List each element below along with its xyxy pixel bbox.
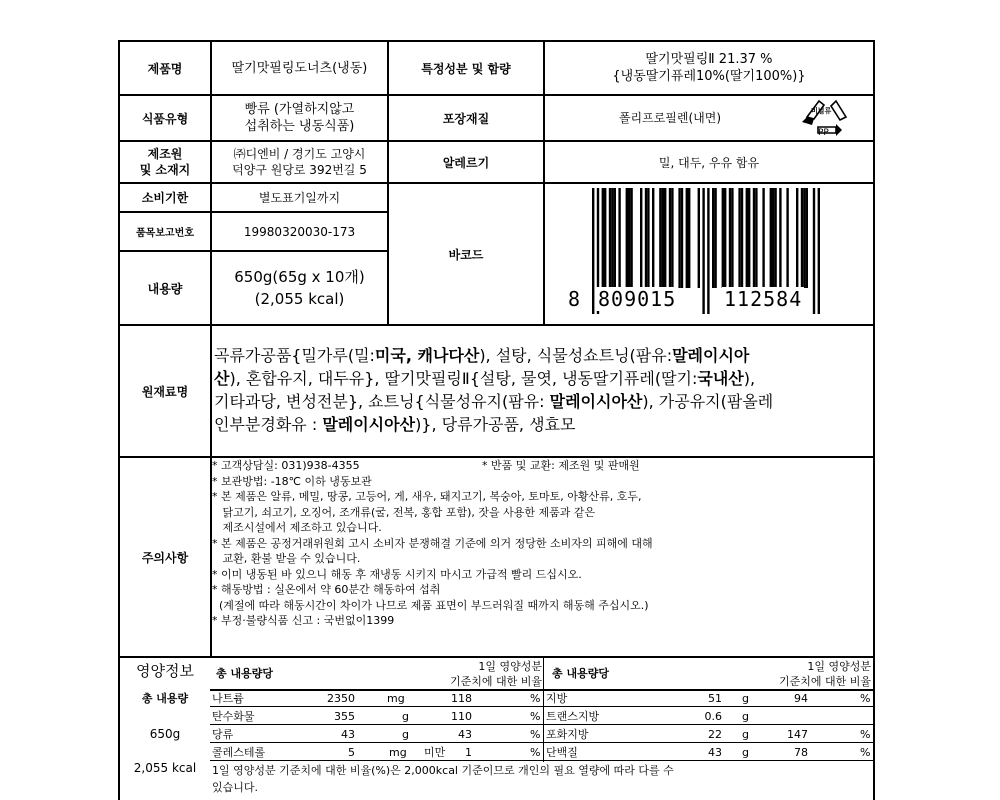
ing-origin: 말레이시아산 xyxy=(322,415,416,434)
table-border-right xyxy=(873,40,875,800)
manufacturer-value xyxy=(212,142,387,182)
ing-text: ), xyxy=(743,369,756,388)
barcode-bar xyxy=(671,188,673,288)
note-line: 닭고기, 쇠고기, 오징어, 조개류(굴, 전복, 홍합 포함), 잣을 사용한 제품과 같은 xyxy=(212,505,596,519)
barcode-bar xyxy=(630,188,632,288)
ing-origin: 말레이시아산 xyxy=(549,392,643,411)
nutrient-pct: % xyxy=(530,710,541,723)
note-line: (계절에 따라 해동시간이 차이가 나므로 제품 표면이 부드러워질 때까지 해동해 주십시오.) xyxy=(212,598,649,612)
barcode-bar xyxy=(714,188,716,288)
barcode-bar xyxy=(803,188,805,288)
barcode-bar xyxy=(652,188,654,288)
ingredients-line-1 xyxy=(214,344,872,367)
barcode-bar xyxy=(609,188,611,288)
note-line: * 보관방법: -18℃ 이하 냉동보관 xyxy=(212,474,372,488)
nutrition-total-label: 총 내용량 xyxy=(141,692,189,705)
expiry-label: 소비기한 xyxy=(141,191,189,205)
ing-text: 인부분경화유 : xyxy=(214,415,323,434)
nutrient-name: 단백질 xyxy=(546,746,578,759)
barcode-bar xyxy=(753,188,755,288)
barcode-bar xyxy=(762,188,764,288)
barcode-bar xyxy=(618,188,620,288)
manufacturer-line2: 덕양구 원당로 392번길 5 xyxy=(232,163,367,177)
barcode-digit-first: 8 xyxy=(568,287,581,311)
ing-text: 곡류가공품{밀가루(밀: xyxy=(214,346,375,365)
nutrient-dv: 78 xyxy=(794,746,808,759)
nutrient-unit: g xyxy=(742,710,749,723)
nutrition-footnote-1: 1일 영양성분 기준치에 대한 비율(%)은 2,000kcal 기준이므로 개인의 필요 열량에 따라 다를 수 xyxy=(212,764,674,777)
manufacturer-line1: ㈜디엔비 / 경기도 고양시 xyxy=(233,147,366,161)
barcode-bar xyxy=(724,188,726,288)
barcode-bar xyxy=(741,188,743,288)
ing-origin: 산 xyxy=(214,369,230,388)
nutrient-unit: g xyxy=(742,746,749,759)
nutrition-row-line xyxy=(210,706,875,707)
barcode-bar xyxy=(628,188,630,288)
barcode-digits-left: 809015 xyxy=(598,287,677,311)
note-line: * 본 제품은 공정거래위원회 고시 소비자 분쟁해결 기준에 의거 정당한 소비자의 피해에 대해 xyxy=(212,536,653,550)
nutrition-total-weight: 650g xyxy=(149,727,181,741)
nutrition-col-header-left: 총 내용량당 xyxy=(216,667,273,680)
nutrient-dv: 43 xyxy=(458,728,472,741)
nutrient-unit: g xyxy=(742,728,749,741)
ingredients-line-4 xyxy=(214,413,872,436)
nutrition-center-divider xyxy=(543,656,544,762)
nutrient-amount: 43 xyxy=(708,746,722,759)
nutrient-name: 콜레스테롤 xyxy=(212,746,266,759)
net-content-value xyxy=(212,252,387,324)
ing-origin: 말레이시아 xyxy=(672,346,750,365)
nutrient-name: 포화지방 xyxy=(546,728,589,741)
notes-text xyxy=(212,458,872,629)
manufacturer-label-1: 제조원 xyxy=(147,147,183,161)
nutrient-dv: 1 xyxy=(465,746,472,759)
manufacturer-label-2: 및 소재지 xyxy=(139,163,191,177)
allergy-value: 밀, 대두, 우유 함유 xyxy=(658,155,760,170)
note-line: * 해동방법 : 실온에서 약 60분간 해동하여 섭취 xyxy=(212,583,441,596)
nutrient-pct: % xyxy=(860,728,871,741)
barcode-bar xyxy=(796,188,798,288)
nutrient-amount: 51 xyxy=(708,692,722,705)
packaging-value: 폴리프로필렌(내면) xyxy=(618,110,722,125)
ingredient-content-line1: 딸기맛필링Ⅱ 21.37 % xyxy=(645,52,773,67)
ing-text: 기타과당, 변성전분}, 쇼트닝{식물성유지(팜유: xyxy=(214,392,550,411)
nutrient-name: 탄수화물 xyxy=(212,710,255,723)
barcode-bar xyxy=(669,188,671,288)
barcode-bar xyxy=(645,188,647,288)
nutrient-amount: 355 xyxy=(334,710,355,723)
barcode-bar xyxy=(731,188,733,288)
barcode-bar xyxy=(755,188,757,288)
nutrition-header-divider xyxy=(210,689,875,691)
nutrient-pct: % xyxy=(530,728,541,741)
packaging-label: 포장재질 xyxy=(442,111,490,126)
allergy-label: 알레르기 xyxy=(442,155,490,170)
nutrient-name: 당류 xyxy=(212,728,234,741)
nutrient-prefix: 미만 xyxy=(424,746,446,759)
ing-text: ), 설탕, 식물성쇼트닝(팜유: xyxy=(479,346,673,365)
barcode-bar xyxy=(664,188,666,288)
nutrition-dv-header-left-1: 1일 영양성분 xyxy=(478,660,542,673)
nutrition-dv-header-right-2: 기준치에 대한 비율 xyxy=(778,675,871,688)
nutrient-unit: g xyxy=(742,692,749,705)
barcode-bar xyxy=(611,188,613,288)
row-divider-8 xyxy=(118,656,875,658)
nutrient-name: 지방 xyxy=(546,692,568,705)
barcode-bar xyxy=(640,188,642,288)
ingredient-content-value xyxy=(545,42,873,94)
barcode-bar xyxy=(662,188,664,288)
ing-origin: 미국, 캐나다산 xyxy=(374,346,480,365)
barcode-bar xyxy=(818,188,820,314)
nutrient-dv: 94 xyxy=(794,692,808,705)
recycle-icon-bottom-label: PP xyxy=(818,128,829,138)
recycle-icon xyxy=(800,97,858,139)
food-type-label: 식품유형 xyxy=(141,111,189,126)
barcode-bar xyxy=(702,188,704,314)
notes-label: 주의사항 xyxy=(141,550,189,565)
barcode-bar xyxy=(681,188,683,288)
nutrition-dv-header-right-1: 1일 영양성분 xyxy=(807,660,871,673)
nutrient-pct: % xyxy=(530,746,541,759)
nutrient-dv: 110 xyxy=(451,710,472,723)
ingredients-label: 원재료명 xyxy=(141,384,189,399)
nutrition-row-line xyxy=(210,760,875,761)
note-line: 제조시설에서 제조하고 있습니다. xyxy=(212,521,382,534)
note-line: * 본 제품은 알류, 메밀, 땅콩, 고등어, 게, 새우, 돼지고기, 복숭아, 토마토, 아황산류, 호두, xyxy=(212,490,642,503)
barcode-label: 바코드 xyxy=(448,247,484,262)
food-type-line1: 빵류 (가열하지않고 xyxy=(244,102,355,117)
note-exchange: * 반품 및 교환: 제조원 및 판매원 xyxy=(482,459,640,472)
barcode-bar xyxy=(748,188,750,288)
barcode-bar xyxy=(770,188,772,288)
nutrient-dv: 147 xyxy=(787,728,808,741)
barcode-bar xyxy=(698,188,700,288)
barcode-bar xyxy=(678,188,680,288)
barcode-bar xyxy=(738,188,740,288)
barcode-bar xyxy=(774,188,776,288)
note-line: 교환, 환불 받을 수 있습니다. xyxy=(212,552,361,565)
note-line: * 고객상담실: 031)938-4355 xyxy=(212,459,360,472)
barcode-bar xyxy=(626,188,628,288)
ingredient-content-line2: {냉동딸기퓨레10%(딸기100%)} xyxy=(612,69,806,84)
ingredients-line-2 xyxy=(214,367,872,390)
nutrient-pct: % xyxy=(860,746,871,759)
net-content-line2: (2,055 kcal) xyxy=(254,290,345,308)
barcode-bar xyxy=(659,188,661,288)
barcode-bar xyxy=(729,188,731,288)
barcode-bar xyxy=(604,188,606,288)
barcode-bar xyxy=(686,188,688,288)
nutrient-unit: g xyxy=(402,710,409,723)
ing-text: ), 혼합유지, 대두유}, 딸기맛필링Ⅱ{설탕, 물엿, 냉동딸기퓨레(딸기: xyxy=(229,369,698,388)
nutrient-amount: 0.6 xyxy=(704,710,722,723)
note-line: * 이미 냉동된 바 있으니 해동 후 재냉동 시키지 마시고 가급적 빨리 드십시오. xyxy=(212,567,582,581)
nutrient-amount: 22 xyxy=(708,728,722,741)
nutrient-name: 트랜스지방 xyxy=(546,710,600,723)
nutrient-unit: mg xyxy=(387,692,405,705)
report-no-label: 품목보고번호 xyxy=(136,228,194,239)
ingredients-text xyxy=(214,344,872,436)
nutrient-unit: g xyxy=(402,728,409,741)
barcode-bar xyxy=(801,188,803,288)
ing-text: ), 가공유지(팜올레 xyxy=(642,392,774,411)
ing-origin: 국내산 xyxy=(697,369,744,388)
nutrition-col-header-right: 총 내용량당 xyxy=(552,667,609,680)
barcode-digits-right: 112584 xyxy=(724,287,803,311)
barcode-bar xyxy=(707,188,709,314)
nutrition-dv-header-left-2: 기준치에 대한 비율 xyxy=(449,675,542,688)
net-content-line1: 650g(65g x 10개) xyxy=(234,268,365,286)
barcode-bar xyxy=(806,188,808,288)
nutrient-name: 나트륨 xyxy=(212,692,244,705)
product-name-value: 딸기맛필링도너츠(냉동) xyxy=(231,60,368,76)
ing-text: )}, 당류가공품, 생효모 xyxy=(415,415,576,434)
barcode-bar xyxy=(602,188,604,288)
ingredients-line-3 xyxy=(214,390,872,413)
barcode-bar xyxy=(712,188,714,288)
nutrient-pct: % xyxy=(530,692,541,705)
nutrient-amount: 2350 xyxy=(327,692,355,705)
nutrient-dv: 118 xyxy=(451,692,472,705)
net-content-label: 내용량 xyxy=(147,281,183,296)
barcode-bar xyxy=(746,188,748,288)
manufacturer-label xyxy=(120,142,210,182)
nutrient-unit: mg xyxy=(389,746,407,759)
recycle-icon-top-label: 비닐류 xyxy=(811,107,832,115)
barcode-bar xyxy=(647,188,649,288)
expiry-value: 별도표기일까지 xyxy=(258,191,341,205)
barcode-bar xyxy=(688,188,690,288)
note-line: * 부정·불량식품 신고 : 국번없이1399 xyxy=(212,614,395,627)
nutrient-amount: 5 xyxy=(348,746,355,759)
barcode-bar xyxy=(813,188,815,314)
nutrition-total-kcal: 2,055 kcal xyxy=(133,761,197,775)
food-type-value xyxy=(212,96,387,140)
barcode-bar xyxy=(592,188,594,314)
row-divider-6 xyxy=(118,324,875,326)
product-name-label: 제품명 xyxy=(147,61,183,76)
report-no-value: 19980320030-173 xyxy=(243,224,356,239)
nutrition-row-line xyxy=(210,724,875,725)
barcode-bar xyxy=(614,188,616,288)
nutrient-pct: % xyxy=(860,692,871,705)
barcode-bar xyxy=(772,188,774,288)
nutrition-title: 영양정보 xyxy=(136,662,194,680)
barcode-bar xyxy=(779,188,781,288)
ingredient-content-label: 특정성분 및 함량 xyxy=(421,61,511,76)
nutrition-footnote-2: 있습니다. xyxy=(212,781,259,794)
barcode-bar xyxy=(786,188,788,288)
barcode-bar xyxy=(722,188,724,288)
food-type-line2: 섭취하는 냉동식품) xyxy=(244,119,355,134)
nutrition-row-line xyxy=(210,742,875,743)
nutrient-amount: 43 xyxy=(341,728,355,741)
